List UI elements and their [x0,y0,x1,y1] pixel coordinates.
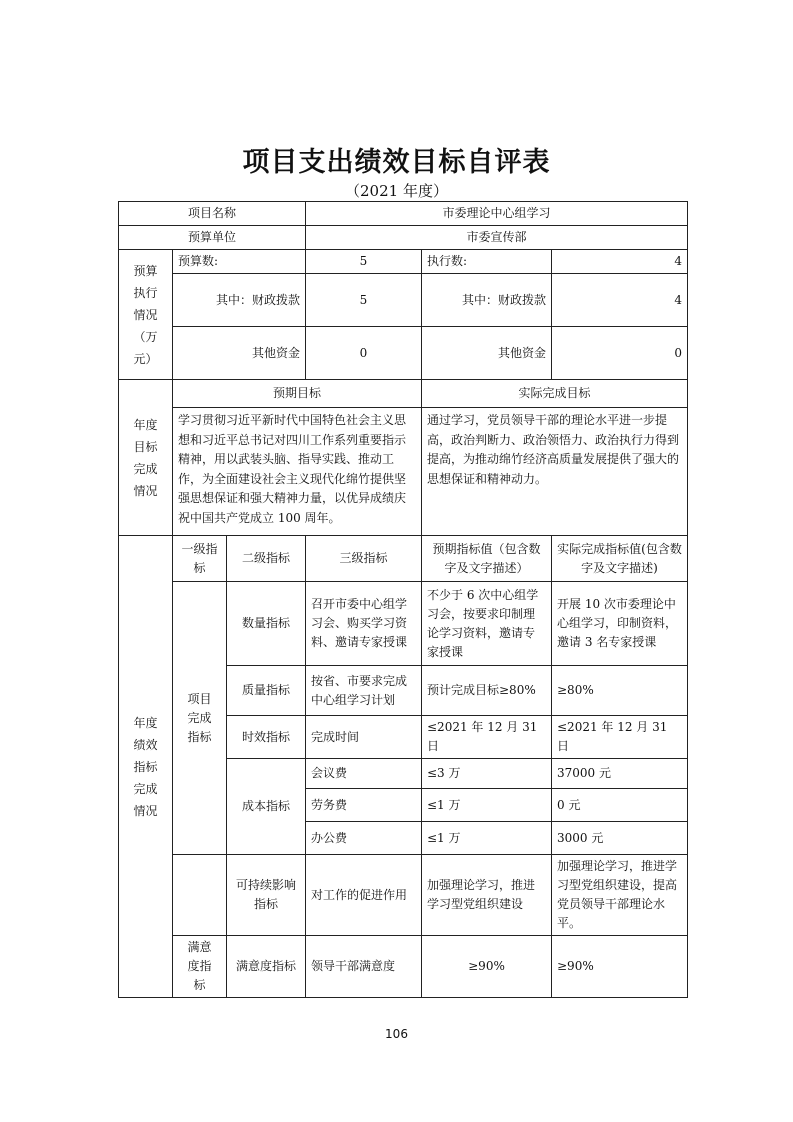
sustainable-actual: 加强理论学习，推进学习型党组织建设，提高党员领导干部理论水平。 [552,855,688,936]
quality-expected: 预计完成目标≥80% [422,666,552,716]
quantity-expected: 不少于 6 次中心组学习会，按要求印制理论学习资料，邀请专家授课 [422,582,552,666]
quantity-level3: 召开市委中心组学习会、购买学习资料、邀请专家授课 [306,582,422,666]
quantity-level2: 数量指标 [227,582,306,666]
performance-table [118,201,688,998]
budget-value: 5 [306,250,422,274]
fiscal-label: 其中：财政拨款 [173,274,306,327]
budget-exec-label: 预算执行情况（万元） [119,250,173,380]
cost-row-actual: 0 元 [552,789,688,822]
quality-level3: 按省、市要求完成中心组学习计划 [306,666,422,716]
expected-goal-header: 预期目标 [173,380,422,408]
quantity-actual: 开展 10 次市委理论中心组学习，印制资料，邀请 3 名专家授课 [552,582,688,666]
exec-value: 4 [552,250,688,274]
cost-row-actual: 37000 元 [552,759,688,789]
budget-unit-value: 市委宣传部 [306,226,688,250]
cost-row-level3: 会议费 [306,759,422,789]
satisfaction-level2: 满意度指标 [227,936,306,998]
expected-goal-text: 学习贯彻习近平新时代中国特色社会主义思想和习近平总书记对四川工作系列重要指示精神，用以武装头脑、指导实践、推动工作，为全面建设社会主义现代化绵竹提供坚强思想保证和强大精神力量，以优异成绩庆祝中国共产党成立 100 周年。 [173,408,422,536]
cost-row-level3: 劳务费 [306,789,422,822]
satisfaction-level3: 领导干部满意度 [306,936,422,998]
cost-row-expected: ≤1 万 [422,822,552,855]
satisfaction-expected: ≥90% [422,936,552,998]
fiscal-budget-value: 5 [306,274,422,327]
project-name-value: 市委理论中心组学习 [306,202,688,226]
cost-row-expected: ≤1 万 [422,789,552,822]
sustainable-expected: 加强理论学习，推进学习型党组织建设 [422,855,552,936]
level1-header: 一级指标 [173,536,227,582]
sustainable-level1-empty [173,855,227,936]
indicators-label: 年度绩效指标完成情况 [119,536,173,998]
budget-unit-label: 预算单位 [119,226,306,250]
budget-label: 预算数: [173,250,306,274]
other-budget-value: 0 [306,327,422,380]
actual-value-header: 实际完成指标值(包含数字及文字描述) [552,536,688,582]
fiscal-exec-value: 4 [552,274,688,327]
timeliness-level2: 时效指标 [227,716,306,759]
page-title: 项目支出绩效目标自评表 [242,147,551,178]
other-exec-value: 0 [552,327,688,380]
level3-header: 三级指标 [306,536,422,582]
timeliness-expected: ≤2021 年 12 月 31 日 [422,716,552,759]
timeliness-actual: ≤2021 年 12 月 31 日 [552,716,688,759]
level2-header: 二级指标 [227,536,306,582]
page-number: 106 [385,1027,408,1041]
exec-label: 执行数: [422,250,552,274]
other-exec-label: 其他资金 [422,327,552,380]
annual-goal-label: 年度目标完成情况 [119,380,173,536]
actual-goal-header: 实际完成目标 [422,380,688,408]
cost-row-expected: ≤3 万 [422,759,552,789]
quality-actual: ≥80% [552,666,688,716]
timeliness-level3: 完成时间 [306,716,422,759]
satisfaction-actual: ≥90% [552,936,688,998]
satisfaction-level1: 满意度指标 [173,936,227,998]
project-name-label: 项目名称 [119,202,306,226]
sustainable-level2: 可持续影响指标 [227,855,306,936]
cost-level2: 成本指标 [227,759,306,855]
quality-level2: 质量指标 [227,666,306,716]
cost-row-level3: 办公费 [306,822,422,855]
cost-row-actual: 3000 元 [552,822,688,855]
other-funds-label: 其他资金 [173,327,306,380]
year-subtitle: （2021 年度） [345,182,448,200]
actual-goal-text: 通过学习，党员领导干部的理论水平进一步提高，政治判断力、政治领悟力、政治执行力得到提高，为推动绵竹经济高质量发展提供了强大的思想保证和精神动力。 [422,408,688,536]
project-completion-label: 项目完成指标 [173,582,227,855]
expected-value-header: 预期指标值（包含数字及文字描述） [422,536,552,582]
fiscal-exec-label: 其中：财政拨款 [422,274,552,327]
sustainable-level3: 对工作的促进作用 [306,855,422,936]
